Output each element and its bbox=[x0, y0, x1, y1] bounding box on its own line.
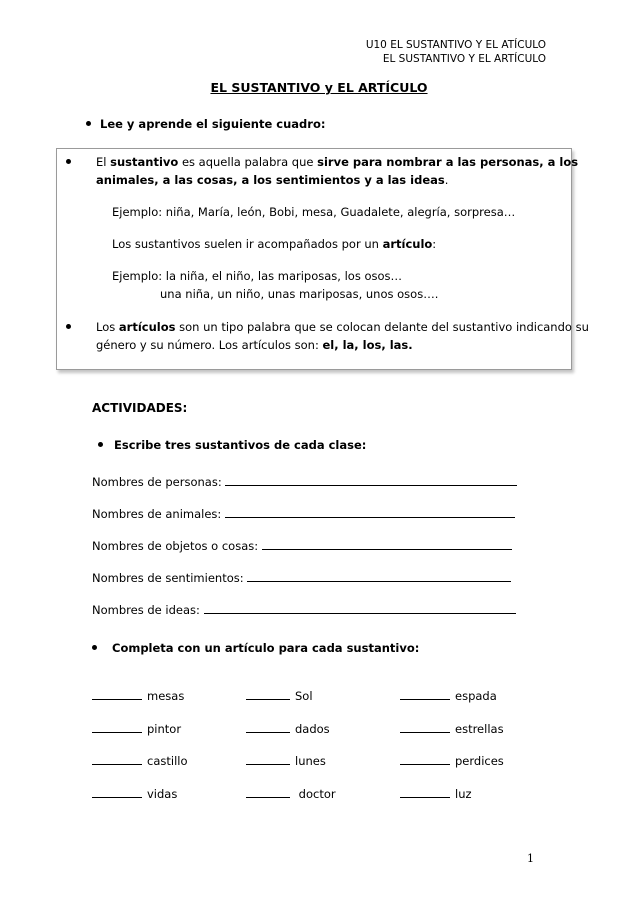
article-item: espada bbox=[400, 688, 497, 703]
article-blank[interactable] bbox=[92, 753, 142, 765]
article-item: vidas bbox=[92, 786, 177, 801]
article-blank[interactable] bbox=[400, 786, 450, 798]
article-blank[interactable] bbox=[92, 721, 142, 733]
instruction: Lee y aprende el siguiente cuadro: bbox=[100, 117, 326, 131]
fill-row-ideas: Nombres de ideas: bbox=[92, 602, 516, 617]
article-blank[interactable] bbox=[246, 753, 290, 765]
answer-line[interactable] bbox=[225, 506, 515, 518]
activities-heading: ACTIVIDADES: bbox=[92, 401, 188, 415]
bullet-icon bbox=[86, 121, 91, 126]
fill-row-objects: Nombres de objetos o cosas: bbox=[92, 538, 512, 553]
article-blank[interactable] bbox=[246, 688, 290, 700]
article-blank[interactable] bbox=[92, 688, 142, 700]
header-unit: U10 EL SUSTANTIVO Y EL ATÍCULO bbox=[365, 39, 546, 51]
example-nouns: Ejemplo: niña, María, león, Bobi, mesa, Guadalete, alegría, sorpresa… bbox=[112, 205, 516, 219]
answer-line[interactable] bbox=[204, 602, 516, 614]
article-blank[interactable] bbox=[246, 786, 290, 798]
articles-line-1: Los artículos son un tipo palabra que se colocan delante del sustantivo indicando su bbox=[96, 320, 589, 334]
example-articles: Ejemplo: la niña, el niño, las mariposas, los osos… bbox=[112, 269, 403, 283]
page-number: 1 bbox=[527, 852, 534, 865]
page-header bbox=[366, 38, 546, 66]
article-item: lunes bbox=[246, 753, 326, 768]
bullet-icon bbox=[66, 324, 71, 329]
bullet-icon bbox=[98, 442, 103, 447]
article-blank[interactable] bbox=[246, 721, 290, 733]
fill-row-people: Nombres de personas: bbox=[92, 474, 517, 489]
page-title: EL SUSTANTIVO y EL ARTÍCULO bbox=[210, 80, 428, 95]
task-2-instruction: Completa con un artículo para cada sustantivo: bbox=[112, 641, 420, 655]
answer-line[interactable] bbox=[225, 474, 517, 486]
article-blank[interactable] bbox=[400, 753, 450, 765]
article-item: dados bbox=[246, 721, 330, 736]
fill-row-feelings: Nombres de sentimientos: bbox=[92, 570, 511, 585]
definition-line-2: animales, a las cosas, a los sentimientos y a las ideas. bbox=[96, 173, 449, 187]
example-articles-2: una niña, un niño, unas mariposas, unos osos…. bbox=[160, 287, 439, 301]
article-blank[interactable] bbox=[400, 721, 450, 733]
articles-line-2: género y su número. Los artículos son: el, la, los, las. bbox=[96, 338, 413, 352]
task-1-instruction: Escribe tres sustantivos de cada clase: bbox=[114, 438, 367, 452]
definition-line-1: El sustantivo es aquella palabra que sirve para nombrar a las personas, a los bbox=[96, 155, 579, 169]
answer-line[interactable] bbox=[247, 570, 511, 582]
article-item: castillo bbox=[92, 753, 188, 768]
article-item: pintor bbox=[92, 721, 181, 736]
bullet-icon bbox=[66, 159, 71, 164]
bullet-icon bbox=[92, 645, 97, 650]
article-item: mesas bbox=[92, 688, 184, 703]
article-item: luz bbox=[400, 786, 472, 801]
article-item: doctor bbox=[246, 786, 336, 801]
fill-row-animals: Nombres de animales: bbox=[92, 506, 515, 521]
header-topic: EL SUSTANTIVO Y EL ARTÍCULO bbox=[382, 53, 546, 65]
answer-line[interactable] bbox=[262, 538, 512, 550]
article-blank[interactable] bbox=[400, 688, 450, 700]
accompany-line: Los sustantivos suelen ir acompañados por un artículo: bbox=[112, 237, 437, 251]
article-item: perdices bbox=[400, 753, 504, 768]
article-item: estrellas bbox=[400, 721, 504, 736]
article-item: Sol bbox=[246, 688, 313, 703]
article-blank[interactable] bbox=[92, 786, 142, 798]
